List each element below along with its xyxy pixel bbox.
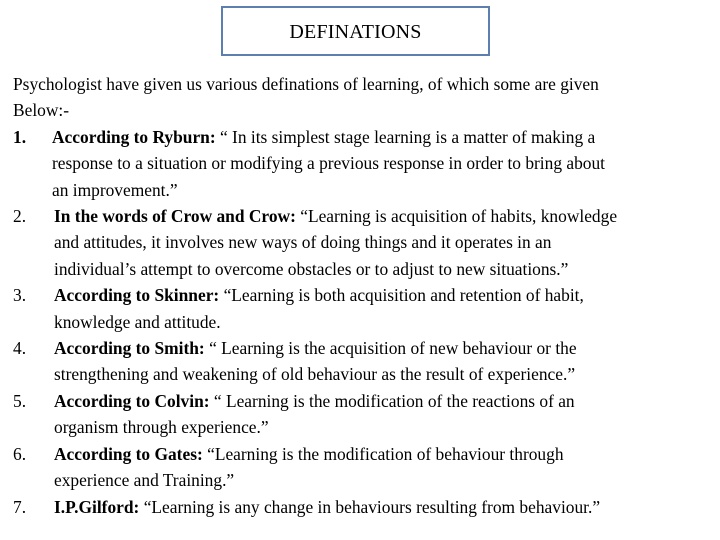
definition-line xyxy=(52,124,713,150)
definition-line: an improvement.” xyxy=(52,179,178,200)
definition-line: organism through experience.” xyxy=(54,417,269,438)
definition-source: According to Ryburn: xyxy=(52,126,216,147)
definition-item-7 xyxy=(13,494,713,520)
definition-line: knowledge and attitude. xyxy=(54,311,221,332)
definition-text: “ In its simplest stage learning is a matter of making a xyxy=(215,126,596,147)
definition-source: According to Colvin: xyxy=(54,390,210,411)
definition-item-5 xyxy=(13,388,713,441)
intro-line-2: Below:- xyxy=(13,100,70,121)
item-number: 5. xyxy=(13,390,27,411)
definition-item-4 xyxy=(13,335,713,388)
definition-line xyxy=(54,203,713,229)
definition-source: I.P.Gilford: xyxy=(54,496,140,517)
definition-text: “Learning is both acquisition and retention of habit, xyxy=(219,285,584,306)
definition-text: “Learning is any change in behaviours resulting from behaviour.” xyxy=(139,496,601,517)
definition-line xyxy=(54,441,713,467)
definition-text: “ Learning is the modification of the reactions of an xyxy=(209,390,575,411)
intro-line-1: Psychologist have given us various definations of learning, of which some are given xyxy=(13,74,599,94)
definition-text: “Learning is acquisition of habits, knowledge xyxy=(295,206,618,227)
definition-line xyxy=(54,494,713,520)
definition-item-6 xyxy=(13,441,713,494)
item-number: 6. xyxy=(13,443,27,464)
definition-item-1 xyxy=(13,124,713,203)
intro-paragraph xyxy=(13,71,713,124)
definition-text: “Learning is the modification of behaviour through xyxy=(202,443,564,464)
item-number: 1. xyxy=(13,126,27,147)
definition-text: “ Learning is the acquisition of new behaviour or the xyxy=(204,338,577,359)
definition-line: and attitudes, it involves new ways of doing things and it operates in an xyxy=(54,232,552,253)
definition-line xyxy=(54,335,713,361)
item-number: 4. xyxy=(13,338,27,359)
definition-line xyxy=(54,388,713,414)
definition-source: According to Gates: xyxy=(54,443,203,464)
definition-item-3 xyxy=(13,282,713,335)
definition-source: According to Skinner: xyxy=(54,285,220,306)
item-number: 7. xyxy=(13,496,27,517)
definition-line: experience and Training.” xyxy=(54,470,235,491)
definition-line: response to a situation or modifying a previous response in order to bring about xyxy=(52,153,606,174)
item-number: 2. xyxy=(13,206,27,227)
title-box xyxy=(221,6,490,56)
definition-line: strengthening and weakening of old behaviour as the result of experience.” xyxy=(54,364,576,385)
page-title: DEFINATIONS xyxy=(289,20,422,43)
definition-line: individual’s attempt to overcome obstacles or to adjust to new situations.” xyxy=(54,258,569,279)
definition-source: In the words of Crow and Crow: xyxy=(54,206,296,227)
item-number: 3. xyxy=(13,285,27,306)
document-body xyxy=(13,71,713,520)
definition-source: According to Smith: xyxy=(54,338,205,359)
definition-item-2 xyxy=(13,203,713,282)
definition-line xyxy=(54,282,713,308)
